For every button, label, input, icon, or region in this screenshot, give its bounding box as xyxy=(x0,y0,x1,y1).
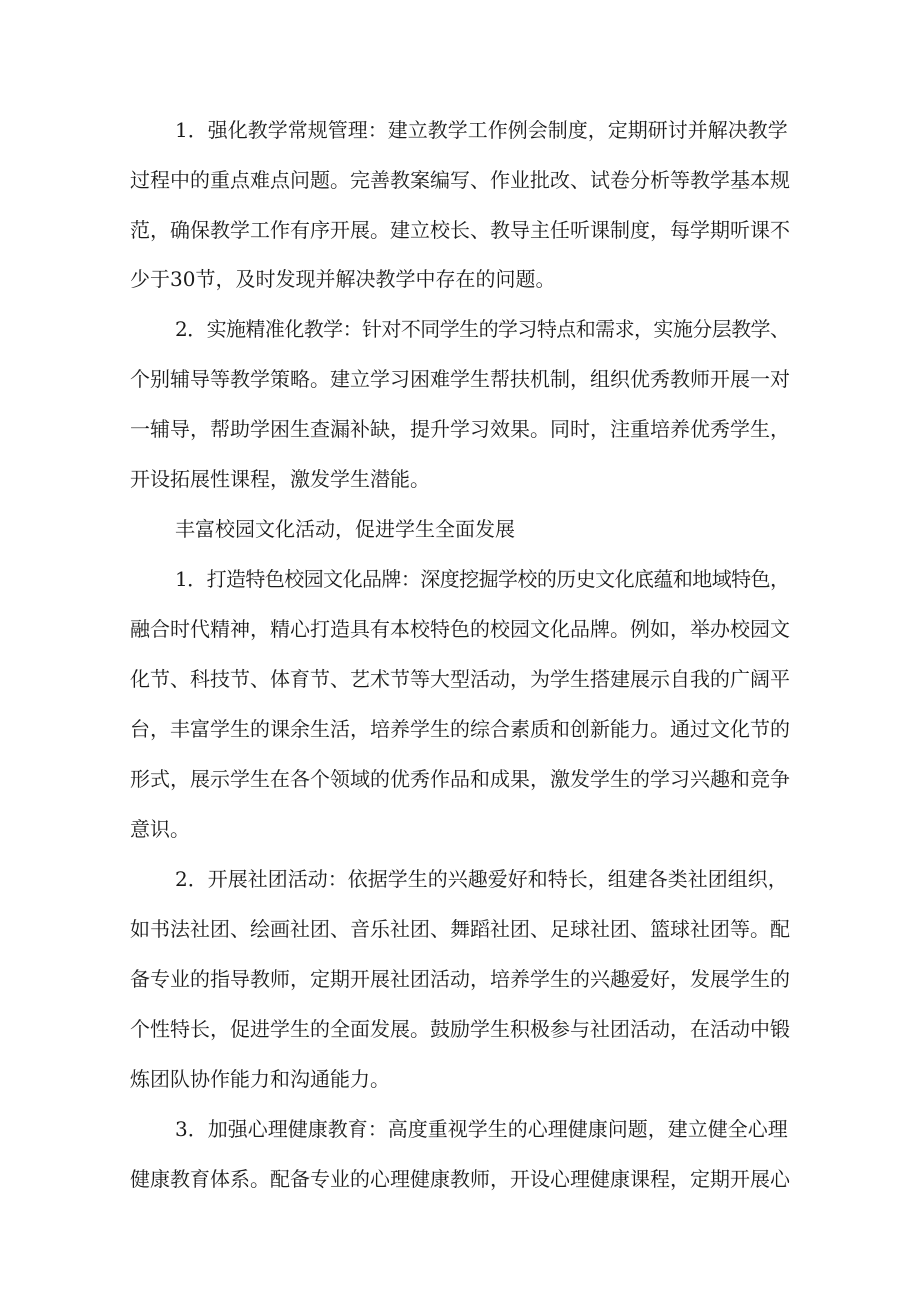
text-line: 化节、科技节、体育节、艺术节等大型活动，为学生搭建展示自我的广阔平 xyxy=(130,667,790,691)
text-line: 健康教育体系。配备专业的心理健康教师，开设心理健康课程，定期开展心 xyxy=(130,1167,790,1191)
text-line: 形式，展示学生在各个领域的优秀作品和成果，激发学生的学习兴趣和竞争 xyxy=(130,767,790,791)
text-line: 范，确保教学工作有序开展。建立校长、教导主任听课制度，每学期听课不 xyxy=(130,218,790,242)
text-line: 过程中的重点难点问题。完善教案编写、作业批改、试卷分析等教学基本规 xyxy=(130,168,790,192)
text-line: 个别辅导等教学策略。建立学习困难学生帮扶机制，组织优秀教师开展一对 xyxy=(130,367,790,391)
text-line: 开设拓展性课程，激发学生潜能。 xyxy=(130,467,430,491)
text-line: 2．实施精准化教学：针对不同学生的学习特点和需求，实施分层教学、 xyxy=(175,317,790,341)
text-line: 1．强化教学常规管理：建立教学工作例会制度，定期研讨并解决教学 xyxy=(175,118,788,142)
text-line: 台，丰富学生的课余生活，培养学生的综合素质和创新能力。通过文化节的 xyxy=(130,717,790,741)
text-line: 一辅导，帮助学困生查漏补缺，提升学习效果。同时，注重培养优秀学生， xyxy=(130,417,790,441)
text-line: 个性特长，促进学生的全面发展。鼓励学生积极参与社团活动，在活动中锻 xyxy=(130,1017,790,1041)
text-line: 少于30节，及时发现并解决教学中存在的问题。 xyxy=(130,267,556,291)
text-line: 备专业的指导教师，定期开展社团活动，培养学生的兴趣爱好，发展学生的 xyxy=(130,967,790,991)
text-line: 融合时代精神，精心打造具有本校特色的校园文化品牌。例如，举办校园文 xyxy=(130,617,790,641)
text-line: 炼团队协作能力和沟通能力。 xyxy=(130,1067,390,1091)
text-line: 如书法社团、绘画社团、音乐社团、舞蹈社团、足球社团、篮球社团等。配 xyxy=(130,917,790,941)
text-line: 意识。 xyxy=(130,817,190,841)
text-line: 3．加强心理健康教育：高度重视学生的心理健康问题，建立健全心理 xyxy=(175,1117,788,1141)
section-heading: 丰富校园文化活动，促进学生全面发展 xyxy=(175,517,515,541)
text-line: 2．开展社团活动：依据学生的兴趣爱好和特长，组建各类社团组织， xyxy=(175,867,788,891)
text-line: 1．打造特色校园文化品牌：深度挖掘学校的历史文化底蕴和地域特色， xyxy=(175,567,790,591)
